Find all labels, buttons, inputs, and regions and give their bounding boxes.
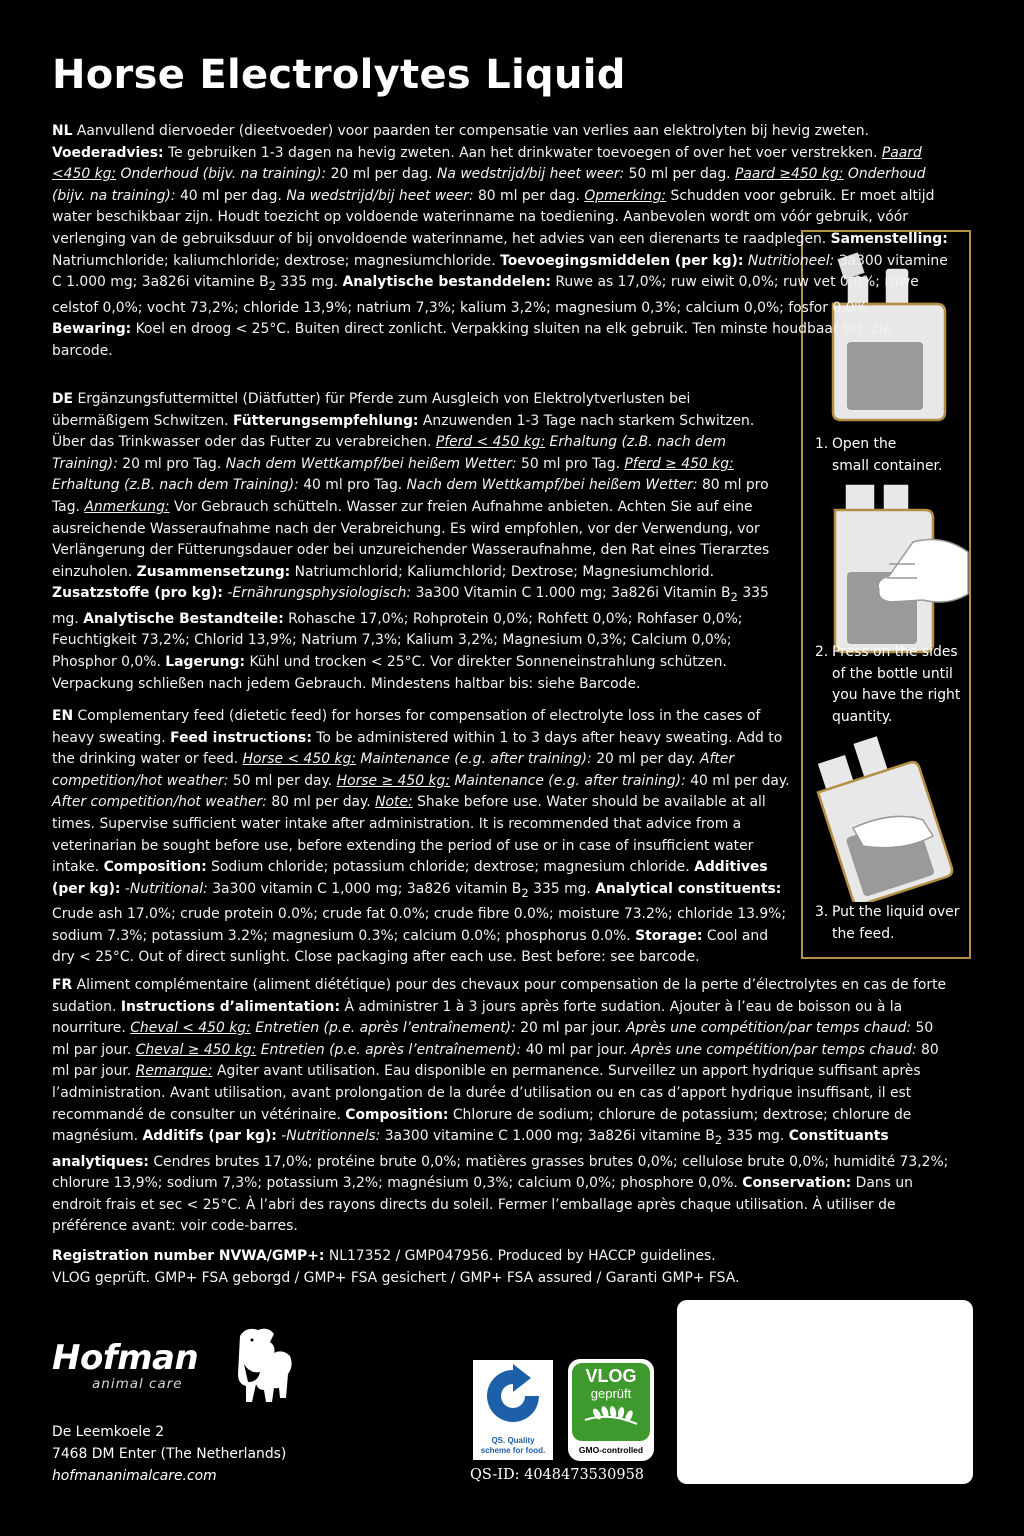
qs-caption: QS. Quality scheme for food. (480, 1436, 546, 1455)
blank-label-area (677, 1300, 973, 1484)
brand-subtitle: animal care (92, 1376, 183, 1392)
english-section: EN Complementary feed (dietetic feed) for horses for compensation of electrolyte loss in the cases of heavy sweating. Feed instructions: To be administered within 1 to 3 days after heavy sweating. Add to the drinking water or feed. Horse < 450 kg: Maintenance (e.g. after training): 20 ml per day. After competition/hot weather: 50 ml per day. Horse ≥ 450 kg: Maintenance (e.g. after training): 40 ml per day. After competition/hot weather: 80 ml per day. Note: Shake before use. Water should be available at all times. Supervise sufficient water intake after administration. It is recommended that advice from a veterinarian be sought before use, before extending the period of use or in case of insufficient water intake. Composition: Sodium chloride; potassium chloride; dextrose; magnesium chloride. Additives (per kg): -Nutritional: 3a300 vitamin C 1,000 mg; 3a826 vitamin $B_2$ 335 mg. Analytical constituents: Crude ash 17.0%; crude protein 0.0%; crude fat 0.0%; crude fibre 0.0%; moisture 73.2%; chloride 13.9%; sodium 7.3%; potassium 3.2%; magnesium 0.3%; calcium 0.0%; phosphorus 0.0%. Storage: Cool and dry < 25°C. Out of direct sunlight. Close packaging after each use. Best before: see barcode. (52, 708, 790, 966)
bottle-squeeze-illustration (817, 482, 973, 662)
brand-name: Hofman (52, 1338, 199, 1378)
vlog-footer: GMO-controlled (578, 1445, 644, 1455)
vlog-gepruft-logo (567, 1358, 655, 1462)
address-street: De Leemkoele 2 (52, 1424, 165, 1440)
website-link[interactable]: hofmananimalcare.com (52, 1468, 217, 1484)
product-title: Horse Electrolytes Liquid (52, 52, 626, 98)
german-section: DE Ergänzungsfuttermittel (Diätfutter) für Pferde zum Ausgleich von Elektrolytverlusten bei übermäßigem Schwitzen. Fütterungsempfehlung: Anzuwenden 1-3 Tage nach starkem Schwitzen. Über das Trinkwasser oder das Futter zu verabreichen. Pferd < 450 kg: Erhaltung (z.B. nach dem Training): 20 ml pro Tag. Nach dem Wettkampf/bei heißem Wetter: 50 ml pro Tag. Pferd ≥ 450 kg: Erhaltung (z.B. nach dem Training): 40 ml pro Tag. Nach dem Wettkampf/bei heißem Wetter: 80 ml pro Tag. Anmerkung: Vor Gebrauch schütteln. Wasser zur freien Aufnahme anbieten. Achten Sie auf eine ausreichende Wasseraufnahme nach der Verabreichung. Es wird empfohlen, vor der Verwendung, vor Verlängerung der Fütterungsdauer oder bei unzureichender Wasseraufnahme, den Rat eines Tierarztes einzuholen. Zusammensetzung: Natriumchlorid; Kaliumchlorid; Dextrose; Magnesiumchlorid. Zusatzstoffe (pro kg): -Ernährungsphysiologisch: 3a300 Vitamin C 1.000 mg; 3a826i Vitamin $B_2$ 335 mg. Analytische Bestandteile: Rohasche 17,0%; Rohprotein 0,0%; Rohfett 0,0%; Rohfaser 0,0%; Feuchtigkeit 73,2%; Chlorid 13,9%; Natrium 7,3%; Kalium 3,2%; Magnesium 0,3%; Calcium 0,0%; Phosphor 0,0%. Lagerung: Kühl und trocken < 25°C. Vor direkter Sonneneinstrahlung schützen. Verpackung schließen nach jedem Gebrauch. Mindestens haltbar bis: siehe Barcode. (52, 391, 770, 692)
qs-id: QS-ID: 4048473530958 (470, 1467, 645, 1483)
step-1-text: 1. Open the small container. (815, 436, 943, 474)
lang-code-nl: NL (52, 123, 73, 139)
lang-code-fr: FR (52, 977, 73, 993)
address-city: 7468 DM Enter (The Netherlands) (52, 1446, 287, 1462)
qs-arrow-icon (473, 1360, 553, 1432)
dutch-section: NL Aanvullend diervoeder (dieetvoeder) voor paarden ter compensatie van verlies aan elektrolyten bij hevig zweten. Voederadvies: Te gebruiken 1-3 dagen na hevig zweten. Aan het drinkwater toevoegen of over het voer verstrekken. Paard <450 kg: Onderhoud (bijv. na training): 20 ml per dag. Na wedstrijd/bij heet weer: 50 ml per dag. Paard ≥450 kg: Onderhoud (bijv. na training): 40 ml per dag. Na wedstrijd/bij heet weer: 80 ml per dag. Opmerking: Schudden voor gebruik. Er moet altijd water beschikbaar zijn. Houdt toezicht op voldoende waterinname na toediening. Aanbevolen wordt om vóór gebruik, vóór verlenging van de gebruiksduur of bij onvoldoende waterinname, het advies van een dierenarts te raadplegen. Samenstelling: Natriumchloride; kaliumchloride; dextrose; magnesiumchloride. Toevoegingsmiddelen (per kg): Nutritioneel: 3a300 vitamine C 1.000 mg; 3a826i vitamine $B_2$ 335 mg. Analytische bestanddelen: Ruwe as 17,0%; ruw eiwit 0,0%; ruw vet 0,0%; ruwe celstof 0,0%; vocht 73,2%; chloride 13,9%; natrium 7,3%; kalium 3,2%; magnesium 0,3%; calcium 0,0%; fosfor 0,0%. Bewaring: Koel en droog < 25°C. Buiten direct zonlicht. Verpakking sluiten na elk gebruik. Ten minste houdbaar tot: zie barcode. (52, 123, 948, 359)
vlog-title: VLOG (585, 1366, 637, 1386)
step-3-text: 3. Put the liquid over the feed. (815, 904, 960, 942)
registration-info: Registration number NVWA/GMP+: NL17352 / GMP047956. Produced by HACCP guidelines. VLOG geprüft. GMP+ FSA geborgd / GMP+ FSA gesichert / GMP+ FSA assured / Garanti GMP+ FSA. (52, 1248, 740, 1286)
french-section: FR Aliment complémentaire (aliment diététique) pour des chevaux pour compensation de la perte d’électrolytes en cas de forte sudation. Instructions d’alimentation: À administrer 1 à 3 jours après forte sudation. Ajouter à l’eau de boisson ou à la nourriture. Cheval < 450 kg: Entretien (p.e. après l’entraînement): 20 ml par jour. Après une compétition/par temps chaud: 50 ml par jour. Cheval ≥ 450 kg: Entretien (p.e. après l’entraînement): 40 ml par jour. Après une compétition/par temps chaud: 80 ml par jour. Remarque: Agiter avant utilisation. Eau disponible en permanence. Surveillez un apport hydrique suffisant après l’administration. Avant utilisation, avant prolongation de la durée d’utilisation ou en cas d’apport hydrique insuffisant, il est recommandé de consulter un vétérinaire. Composition: Chlorure de sodium; chlorure de potassium; dextrose; chlorure de magnésium. Additifs (par kg): -Nutritionnels: 3a300 vitamine C 1.000 mg; 3a826i vitamine $B_2$ 335 mg. Constituants analytiques: Cendres brutes 17,0%; protéine brute 0,0%; matières grasses brutes 0,0%; cellulose brute 0,0%; humidité 73,2%; chlorure 13,9%; sodium 7,3%; potassium 3,2%; magnésium 0,3%; calcium 0,0%; phosphore 0,0%. Conservation: Dans un endroit frais et sec < 25°C. À l’abri des rayons directs du soleil. Fermer l’emballage après chaque utilisation. À utiliser de préférence avant: voir code-barres. (52, 977, 949, 1235)
lang-code-en: EN (52, 708, 74, 724)
lang-code-de: DE (52, 391, 74, 407)
vlog-subtitle: geprüft (590, 1386, 632, 1401)
qs-quality-logo (473, 1360, 553, 1460)
animals-logo-icon (220, 1324, 302, 1412)
bottle-pour-illustration (813, 732, 963, 902)
step-2-text: 2. Press on the sides of the bottle until you have the right quantity. (815, 644, 961, 725)
